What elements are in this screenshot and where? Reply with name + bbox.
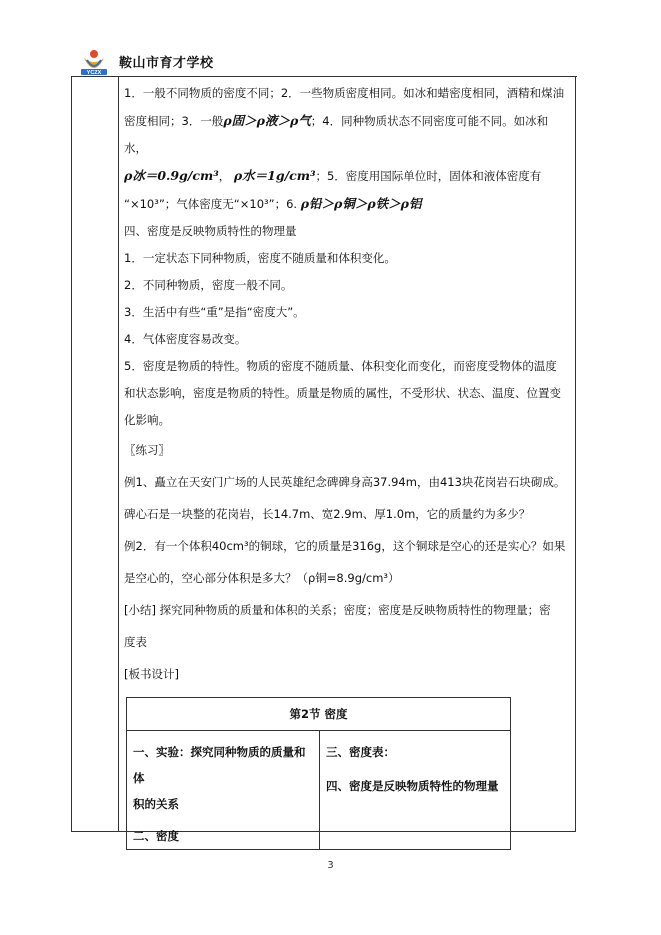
board-left-item-1b: 积的关系: [133, 797, 179, 811]
example-2-line-2: 是空心的，空心部分体积是多大？（ρ铜=8.9g/cm³）: [124, 571, 400, 585]
section-4-item: 4．气体密度容易改变。: [124, 332, 247, 346]
density-point-line-4: “×10³”；气体密度无“×10³”；6. ρ铅＞ρ铜＞ρ铁＞ρ铝: [124, 196, 422, 211]
example-2-line-1: 例2．有一个体积40cm³的铜球，它的质量是316g，这个铜球是空心的还是实心？如果: [124, 539, 566, 553]
board-right-cell: [320, 731, 511, 850]
board-design-label: [板书设计]: [124, 667, 179, 681]
document-header: [79, 45, 214, 77]
section-4-item: 2．不同种物质，密度一般不同。: [124, 278, 293, 292]
section-4-item: 化影响。: [124, 413, 170, 427]
section-4-item: 1．一定状态下同种物质，密度不随质量和体积变化。: [124, 251, 396, 265]
formula-water-density: ρ水＝1g/cm³: [233, 168, 316, 183]
page-number: 3: [327, 860, 334, 871]
density-point-line-2: 密度相同；3．一般ρ固＞ρ液＞ρ气；4．同种物质状态不同密度可能不同。如冰和水，: [124, 113, 549, 155]
board-right-item-1: 三、密度表：: [326, 745, 395, 759]
summary-line-1: [小结] 探究同种物质的质量和体积的关系；密度；密度是反映物质特性的物理量；密: [124, 603, 551, 617]
formula-ice-density: ρ冰＝0.9g/cm³: [124, 168, 219, 183]
board-title: 第2节 密度: [127, 698, 511, 731]
formula-metal-density-order: ρ铅＞ρ铜＞ρ铁＞ρ铝: [300, 196, 422, 211]
example-1-line-2: 碑心石是一块整的花岗岩，长14.7m、宽2.9m、厚1.0m，它的质量约为多少？: [124, 507, 531, 521]
example-1-line-1: 例1、矗立在天安门广场的人民英雄纪念碑碑身高37.94m，由413块花岗岩石块砌成。: [124, 475, 566, 489]
summary-line-2: 度表: [124, 635, 147, 649]
logo-text: YCZX: [86, 70, 102, 76]
board-left-item-1a: 一、实验：探究同种物质的质量和体: [133, 745, 306, 785]
board-design-table: [126, 697, 511, 850]
board-right-item-2: 四、密度是反映物质特性的物理量: [326, 779, 499, 793]
section-4-item: 5．密度是物质的特性。物质的密度不随质量、体积变化而变化，而密度受物体的温度: [124, 359, 557, 373]
formula-solid-liquid-gas: ρ固＞ρ液＞ρ气: [223, 113, 311, 128]
lesson-table-column-divider: [118, 76, 119, 832]
density-point-line-3: ρ冰＝0.9g/cm³， ρ水＝1g/cm³；5．密度用国际单位时，固体和液体密度有: [124, 168, 542, 183]
school-logo: [79, 46, 109, 76]
practice-label: 〖练习〗: [124, 443, 170, 457]
board-left-cell: [127, 731, 320, 850]
section-4-item: 3．生活中有些“重”是指“密度大”。: [124, 305, 305, 319]
school-name: 鞍山市育才学校: [119, 55, 214, 71]
section-4-item: 和状态影响，密度是物质的特性。质量是物质的属性，不受形状、状态、温度、位置变: [124, 386, 561, 400]
density-point-line-1: 1．一般不同物质的密度不同；2．一些物质密度相同。如冰和蜡密度相同，酒精和煤油: [124, 86, 565, 100]
board-left-item-2: 二、密度: [133, 829, 179, 843]
section-4-title: 四、密度是反映物质特性的物理量: [124, 224, 297, 238]
lesson-content: [124, 80, 570, 688]
